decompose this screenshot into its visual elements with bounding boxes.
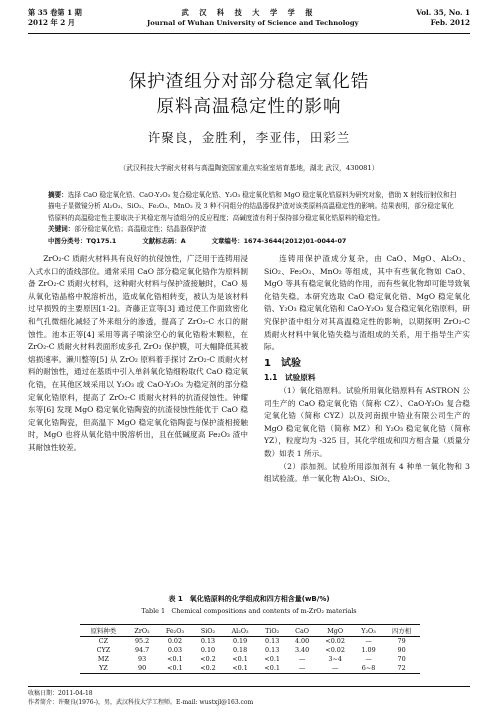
table-cell: —: [316, 664, 353, 674]
table-header-cell: Fe₂O₃: [157, 625, 192, 637]
table-cell: —: [365, 655, 372, 663]
affiliation: （武汉科技大学耐火材料与高温陶瓷国家重点实验室培育基地，湖北 武汉，430081）: [119, 164, 379, 172]
table-row: [80, 646, 420, 655]
table-cell: —: [288, 664, 317, 674]
table-cell: —: [298, 655, 306, 663]
table-caption: 表 1 氧化锆原料的化学组成和四方相含量(wB/%) Table 1 Chemical compositions and contents of m-ZrO₂ materials: [141, 595, 357, 615]
table-cell: <0.2: [200, 655, 216, 663]
table-cell: 0.03: [167, 646, 183, 654]
paper-title: 保护渣组分对部分稳定氧化锆 原料高温稳定性的影响: [128, 72, 370, 117]
table-cell: 70: [397, 655, 406, 663]
issue-date-en: Feb. 2012: [430, 18, 470, 27]
body-right-column: [264, 253, 470, 486]
table-cell: —: [365, 637, 372, 645]
intro-paragraph: ZrO₂-C 质耐火材料具有良好的抗侵蚀性，广泛用于连铸用浸入式水口的渣线部位。通常采用 CaO 部分稳定氧化锆作为原料制备 ZrO₂-C 质耐火材料，这种耐火材料与保护渣接触时，CaO 易从氧化锆晶格中脱溶析出，造成氧化锆相转变，被认为是该材料过早损毁的主要原因[1-2]。斉藤正宣等[3] 通过使工作面致密化和气孔微细化减轻了外来组分的渗透，提高了 ZrO₂-C 水口的耐蚀性。池本正等[4] 采用等离子喷涂空心的氧化锆粉末颗粒，在 ZrO₂-C 质耐火材料表面形成多孔 ZrO₂ 保护膜，可大幅降低其被熔损速率。濑川整等[5] 从 ZrO₂ 原料着手探讨 ZrO₂-C 质耐火材料的耐蚀性，通过在基质中引入单斜氧化锆细粉取代 CaO 稳定氧化锆，在其他区域采用以 Y₂O₃ 或 CaO-Y₂O₃ 为稳定剂的部分稳定氧化锆原料，提高了 ZrO₂-C 质耐火材料的抗渣侵蚀性。钟耀东等[6] 发现 MgO 稳定氧化锆陶瓷的抗渣侵蚀性能优于 CaO 稳定氧化锆陶瓷，但高温下 MgO 稳定氧化锆陶瓷与保护渣相接触时，MgO 也将从氧化锆中脱溶析出，且在低碱度高 Fe₂O₃ 渣中其耐蚀性较差。: [28, 254, 248, 452]
author-list: 许聚良，金胜利，李亚伟，田彩兰: [147, 130, 351, 145]
table-cell: CYZ: [96, 646, 111, 654]
table-cell: MZ: [97, 655, 109, 663]
classification-row: 中图分类号：TQ175.1 文献标志码：A 文章编号：1674-3644(2012)01-0044-07: [48, 236, 347, 245]
table-cell: 90: [397, 646, 406, 654]
journal-name-en: Journal of Wuhan University of Science and Technology: [147, 19, 359, 27]
table-cell: <0.02: [325, 637, 345, 645]
abstract: 摘要：选择 CaO 稳定氧化锆、CaO-Y₂O₃ 复合稳定氧化锆、Y₂O₃ 稳定氧化锆和 MgO 稳定氧化锆原料为研究对象，借助 X 射线衍射仪和扫描电子显微镜分析 Al₂O₃、SiO₂、Fe₂O₃、MnO₂ 及 3 种不同组分的结晶器保护渣对该类原料高温稳定性的影响。结果表明，部分稳定氧化锆原料的高温稳定性主要取决于其稳定剂与渣组分的反应程度；高碱度渣有利于保持部分稳定氧化锆原料的稳定性。: [48, 191, 457, 222]
table-cell: 3~4: [328, 655, 342, 663]
table-cell: <0.2: [193, 664, 224, 674]
table-cell: 6~8: [354, 664, 383, 674]
table-cell: 0.13: [265, 646, 280, 654]
table-row: [80, 655, 420, 664]
table-cell: <0.02: [325, 646, 345, 654]
table-header-cell: Y₂O₃: [354, 625, 383, 637]
table-cell: 1.09: [361, 646, 376, 654]
table-cell: <0.1: [223, 664, 256, 674]
intro-paragraph-2: 连铸用保护渣成分复杂，由 CaO、MgO、Al₂O₃、SiO₂、Fe₂O₃、MnO₂ 等组成，其中有些氧化物如 CaO、MgO 等具有稳定氧化锆的作用，而有些氧化物却可能导致氧化锆失稳。本研究选取 CaO 稳定氧化锆、MgO 稳定氧化锆、Y₂O₃ 稳定氧化锆和 CaO-Y₂O₃ 复合稳定氧化锆原料，研究保护渣中组分对其高温稳定性的影响，以期探明 ZrO₂-C 质耐火材料中氧化锆失稳与渣组成的关系，用于指导生产实际。: [264, 254, 470, 352]
table-cell: <0.1: [264, 655, 280, 663]
table-cell: 4.00: [294, 637, 310, 645]
header-rule: [28, 33, 470, 34]
table-body: [80, 637, 420, 674]
table-header-cell: 原料种类: [80, 625, 127, 637]
table-header-cell: SiO₂: [193, 625, 224, 637]
running-header: [28, 8, 470, 42]
table-cell: 90: [127, 664, 158, 674]
table-cell: 95.2: [134, 637, 150, 645]
table-cell: 72: [383, 664, 420, 674]
table-cell: <0.1: [232, 655, 248, 663]
subsection-heading: 1.1 试验原料: [264, 373, 316, 383]
table-header-cell: TiO₂: [257, 625, 288, 637]
materials-paragraph: （1）氧化锆原料。试验所用氧化锆原料有 ASTRON 公司生产的 CaO 稳定氧化锆（简称 CZ）、CaO-Y₂O₃ 复合稳定氧化锆（简称 CYZ）以及河南振中锆业有限公司生产的 MgO 稳定氧化锆（简称 MZ）和 Y₂O₃ 稳定氧化锆（简称 YZ），粒度均为 -325 目，其化学组成和四方相含量（质量分数）如表 1 所示。: [264, 385, 470, 458]
issue-date: 2012 年 2 月: [28, 18, 75, 27]
table-cell: YZ: [80, 664, 127, 674]
table-cell: 93: [138, 655, 147, 663]
table-cell: <0.1: [157, 664, 192, 674]
table-header-cell: MgO: [316, 625, 353, 637]
table-header-cell: ZrO₂: [127, 625, 158, 637]
body-left-column: [28, 253, 248, 455]
additive-paragraph: （2）添加剂。试验所用添加剂有 4 种单一氧化物和 3 组试验渣。单一氧化物 Al₂O₃、SiO₂、: [264, 461, 470, 484]
table-cell: <0.1: [167, 655, 183, 663]
table-cell: 3.40: [294, 646, 310, 654]
footnote: [28, 686, 470, 707]
volume-info: Vol. 35, No. 1: [416, 8, 470, 17]
table-cell: 79: [397, 637, 406, 645]
keywords: 关键词：部分稳定氧化锆；高温稳定性；结晶器保护渣: [48, 225, 207, 234]
table-cell: 0.19: [232, 637, 248, 645]
table-cell: 0.18: [232, 646, 248, 654]
abstract-block: [48, 190, 458, 247]
table-cell: CZ: [98, 637, 109, 645]
table-header-cell: 四方相: [383, 625, 420, 637]
author-bio: 作者简介：许聚良(1976-)，男，武汉科技大学工程师。E-mail: wustxjl@163.com: [28, 699, 254, 706]
table-header-cell: CaO: [288, 625, 317, 637]
table-header-cell: Al₂O₃: [223, 625, 256, 637]
table-row: [80, 637, 420, 647]
table-cell: 0.13: [265, 637, 280, 645]
table-header-row: [80, 625, 420, 637]
composition-table: [80, 624, 420, 674]
table-row: [80, 664, 420, 674]
table-cell: 0.13: [200, 637, 216, 645]
journal-name-cn: 武 汉 科 技 大 学 学 报: [181, 8, 317, 17]
section-heading: 1 试验: [264, 357, 301, 369]
table-cell: 0.10: [200, 646, 216, 654]
issue-info: 第 35 卷第 1 期: [28, 8, 82, 17]
table-cell: 94.7: [134, 646, 150, 654]
received-date: 收稿日期：2011-04-18: [28, 690, 93, 697]
table-cell: 0.02: [167, 637, 183, 645]
table-cell: <0.1: [257, 664, 288, 674]
